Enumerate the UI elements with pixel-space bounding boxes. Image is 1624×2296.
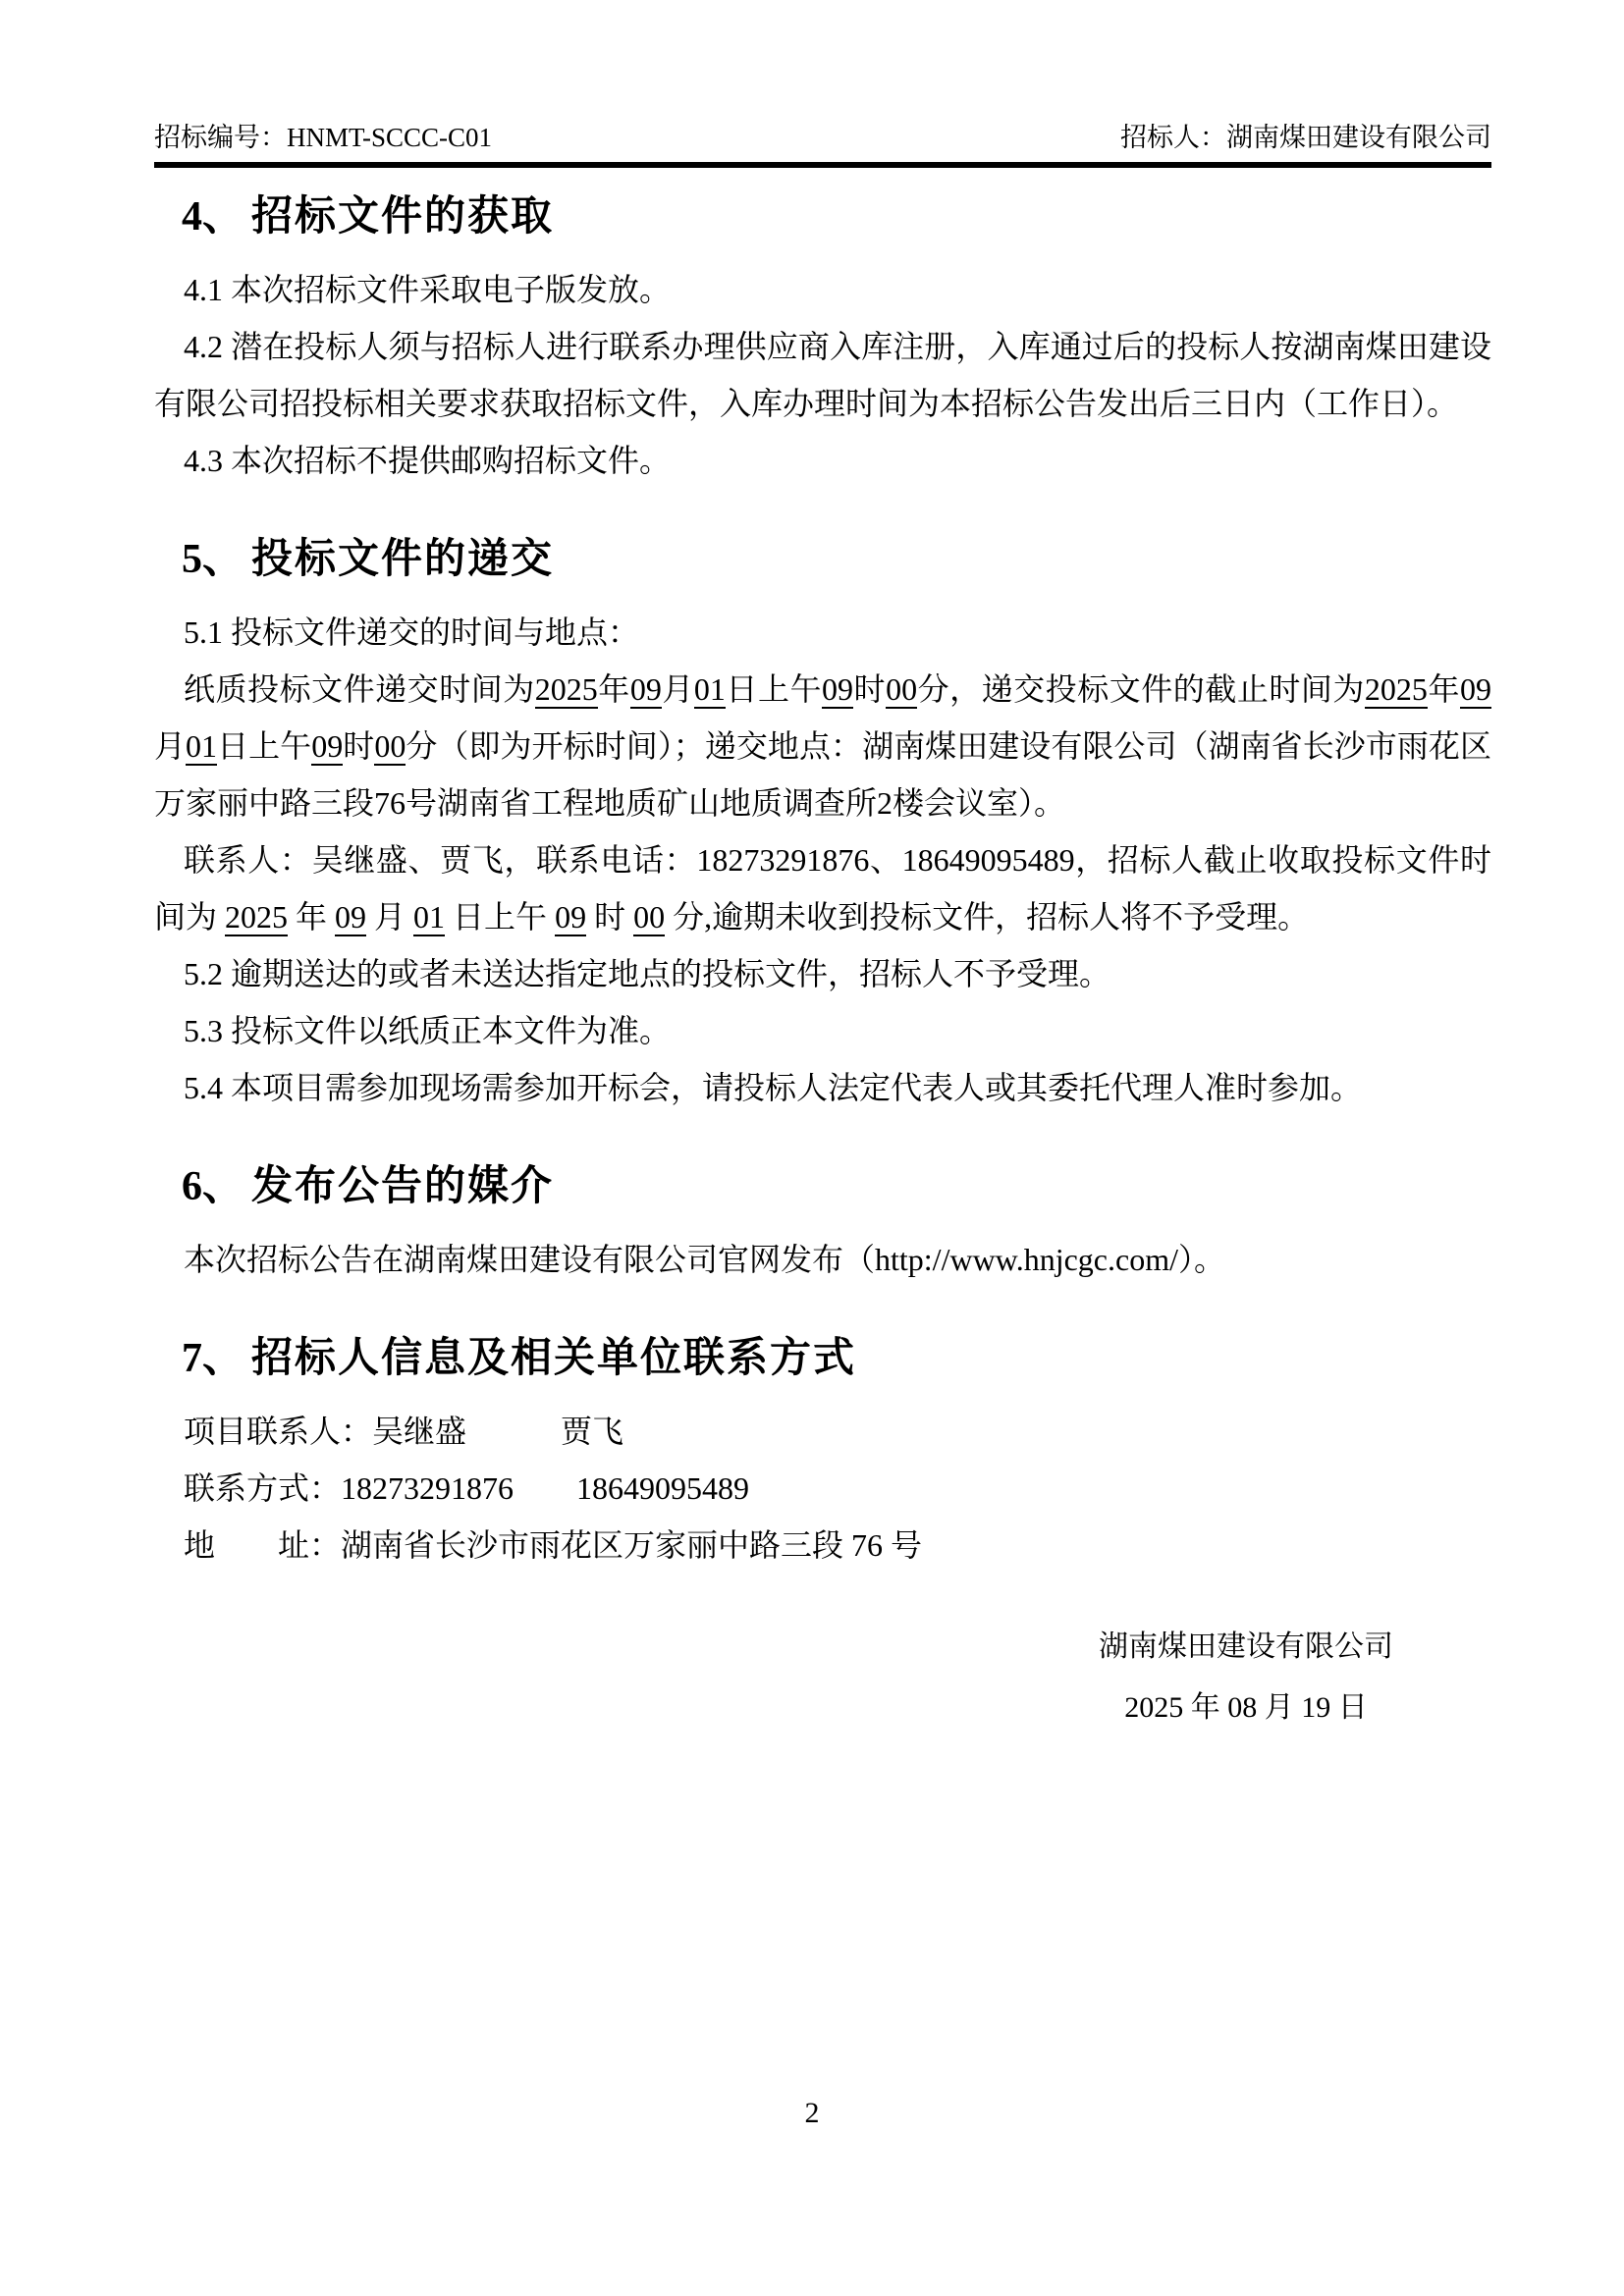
text-segment: 时 bbox=[343, 728, 375, 764]
underlined-value: 2025 bbox=[534, 671, 598, 707]
section-5-number: 5、 bbox=[182, 537, 244, 582]
paragraph-5-4: 5.4 本项目需参加现场需参加开标会，请投标人法定代表人或其委托代理人准时参加。 bbox=[184, 1070, 1363, 1105]
section-5-heading bbox=[154, 534, 1491, 584]
text-segment: 时 bbox=[586, 899, 634, 934]
text-segment: 联系人：吴继盛、贾飞，联系电话：18273291876、18649095489，招标人截止收取投标文件时间为 bbox=[154, 842, 1491, 934]
underlined-value: 09 bbox=[822, 671, 853, 707]
text-segment: 时 bbox=[853, 671, 887, 707]
contact-info-block bbox=[154, 1403, 1491, 1574]
text-segment: 日上午 bbox=[217, 728, 312, 764]
section-6-number: 6、 bbox=[182, 1164, 244, 1209]
underlined-value: 09 bbox=[629, 671, 662, 707]
section-7-title: 招标人信息及相关单位联系方式 bbox=[251, 1334, 857, 1380]
paragraph-5-2: 5.2 逾期送达的或者未送达指定地点的投标文件，招标人不予受理。 bbox=[184, 956, 1111, 991]
underlined-value: 01 bbox=[186, 728, 218, 764]
paragraph-4-1: 4.1 本次招标文件采取电子版发放。 bbox=[184, 272, 672, 307]
paragraph-4-2: 4.2 潜在投标人须与招标人进行联系办理供应商入库注册，入库通过后的投标人按湖南煤田建设有限公司招投标相关要求获取招标文件，入库办理时间为本招标公告发出后三日内（工作日）。 bbox=[154, 329, 1491, 421]
section-4-number: 4、 bbox=[182, 194, 244, 240]
text-segment: 月 bbox=[154, 728, 187, 764]
contact-phone-line: 联系方式：18273291876 18649095489 bbox=[184, 1470, 750, 1506]
section-6-title: 发布公告的媒介 bbox=[251, 1162, 555, 1208]
underlined-value: 2025 bbox=[225, 899, 289, 934]
page-header bbox=[154, 0, 1491, 168]
page-footer bbox=[0, 2097, 1624, 2130]
underlined-value: 01 bbox=[413, 899, 446, 934]
paragraph-submission-time bbox=[154, 661, 1491, 831]
underlined-value: 2025 bbox=[1364, 671, 1428, 707]
tenderee-name: 招标人：湖南煤田建设有限公司 bbox=[1120, 123, 1491, 152]
section-4-heading bbox=[154, 191, 1491, 241]
underlined-value: 00 bbox=[886, 671, 918, 707]
underlined-value: 09 bbox=[335, 899, 367, 934]
underlined-value: 09 bbox=[311, 728, 344, 764]
section-7-number: 7、 bbox=[182, 1336, 244, 1381]
text-segment: 日上午 bbox=[445, 899, 556, 934]
text-segment: 年 bbox=[597, 671, 630, 707]
contact-person-line: 项目联系人：吴继盛 贾飞 bbox=[184, 1414, 624, 1449]
text-segment: 年 bbox=[1427, 671, 1460, 707]
text-segment: 分,逾期未收到投标文件，招标人将不予受理。 bbox=[665, 899, 1310, 934]
text-segment: 纸质投标文件递交时间为 bbox=[184, 671, 535, 707]
text-segment: 年 bbox=[288, 899, 336, 934]
underlined-value: 01 bbox=[693, 671, 726, 707]
section-5-title: 投标文件的递交 bbox=[251, 535, 555, 581]
text-segment: 分，递交投标文件的截止时间为 bbox=[917, 671, 1365, 707]
paragraph-5-1: 5.1 投标文件递交的时间与地点： bbox=[184, 614, 640, 650]
tender-number: 招标编号：HNMT-SCCC-C01 bbox=[154, 123, 493, 152]
paragraph-5-3: 5.3 投标文件以纸质正本文件为准。 bbox=[184, 1013, 672, 1048]
text-segment: 月 bbox=[366, 899, 414, 934]
paragraph-announcement-media: 本次招标公告在湖南煤田建设有限公司官网发布（http://www.hnjcgc.com/）。 bbox=[184, 1242, 1225, 1277]
contact-address-line: 地 址：湖南省长沙市雨花区万家丽中路三段 76 号 bbox=[184, 1527, 923, 1563]
underlined-value: 00 bbox=[633, 899, 666, 934]
underlined-value: 09 bbox=[1459, 671, 1491, 707]
underlined-value: 00 bbox=[374, 728, 406, 764]
section-6-heading bbox=[154, 1161, 1491, 1211]
section-4-title: 招标文件的获取 bbox=[251, 192, 555, 239]
page-number: 2 bbox=[804, 2097, 820, 2129]
signature-block bbox=[1099, 1617, 1393, 1738]
page-content bbox=[154, 0, 1491, 1738]
text-segment: 月 bbox=[661, 671, 694, 707]
underlined-value: 09 bbox=[555, 899, 587, 934]
signature-date: 2025 年 08 月 19 日 bbox=[1124, 1691, 1368, 1724]
section-7-heading bbox=[154, 1333, 1491, 1383]
text-segment: 日上午 bbox=[725, 671, 822, 707]
paragraph-4-3: 4.3 本次招标不提供邮购招标文件。 bbox=[184, 443, 672, 478]
signature-company: 湖南煤田建设有限公司 bbox=[1099, 1630, 1393, 1663]
paragraph-contact-deadline bbox=[154, 831, 1491, 945]
text-segment: 分（即为开标时间）；递交地点：湖南煤田建设有限公司（湖南省长沙市雨花区万家丽中路三段76号湖南省工程地质矿山地质调查所2楼会议室）。 bbox=[154, 728, 1491, 821]
